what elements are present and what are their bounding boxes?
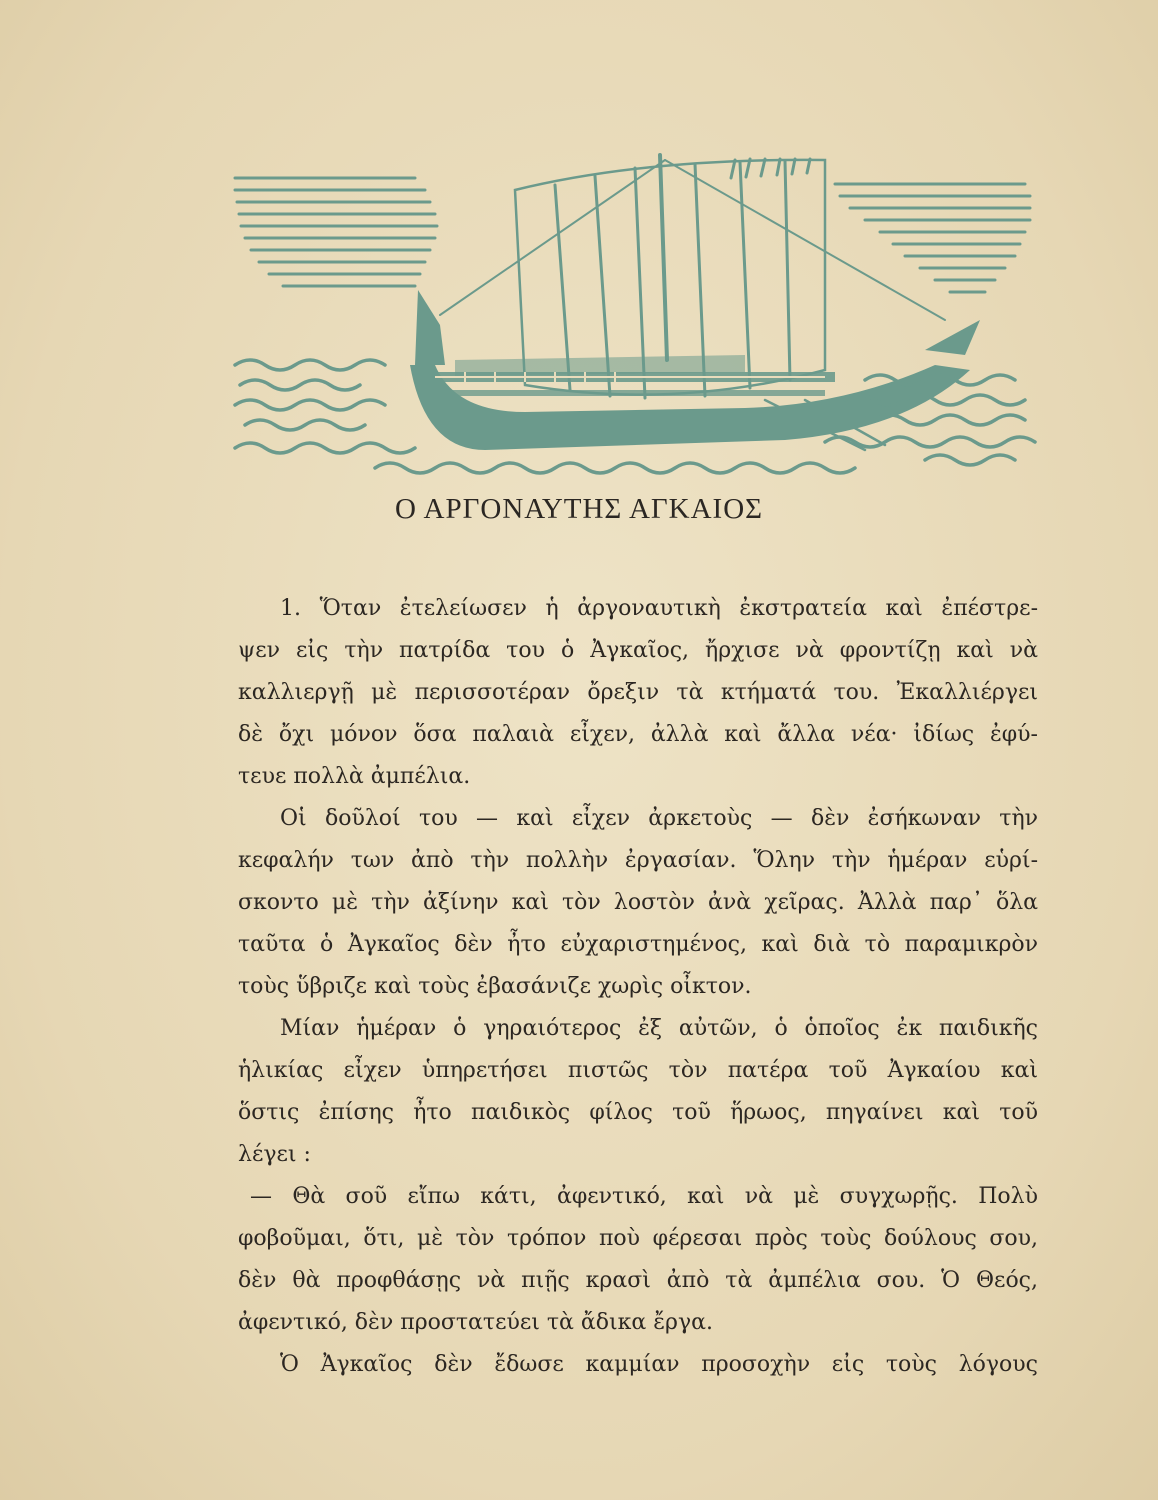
text-line: τοὺς ὕβριζε καὶ τοὺς ἐβασάνιζε χωρὶς οἶκτον.: [238, 974, 752, 999]
paragraph-3: [238, 1008, 1038, 1176]
text-line: τευε πολλὰ ἀμπέλια.: [238, 764, 471, 789]
sky-hatching-right: [835, 184, 1030, 292]
text-line: ταῦτα ὁ Ἀγκαῖος δὲν ἦτο εὐχαριστημένος, καὶ διὰ τὸ παραμικρὸν: [238, 932, 1038, 957]
text-line: σκοντο μὲ τὴν ἀξίνην καὶ τὸν λοστὸν ἀνὰ χεῖρας. Ἀλλὰ παρ᾽ ὅλα: [238, 890, 1038, 915]
paragraph-4: [238, 1176, 1038, 1344]
body-text: [238, 588, 1038, 1386]
text-line: ἡλικίας εἶχεν ὑπηρετήσει πιστῶς τὸν πατέρα τοῦ Ἀγκαίου καὶ: [238, 1058, 1038, 1083]
ship-bow: [415, 290, 445, 365]
text-line: Ὁ Ἀγκαῖος δὲν ἔδωσε καμμίαν προσοχὴν εἰς τοὺς λόγους: [280, 1352, 1038, 1377]
ship-stern: [925, 320, 980, 355]
text-line: φοβοῦμαι, ὅτι, μὲ τὸν τρόπον ποὺ φέρεσαι πρὸς τοὺς δούλους σου,: [238, 1226, 1038, 1251]
text-line: καλλιεργῇ μὲ περισσοτέραν ὄρεξιν τὰ κτήματά του. Ἐκαλλιέργει: [238, 680, 1038, 705]
text-line: 1. Ὅταν ἐτελείωσεν ἡ ἀργοναυτικὴ ἐκστρατεία καὶ ἐπέστρε-: [280, 596, 1038, 621]
chapter-title: Ο ΑΡΓΟΝΑΥΤΗΣ ΑΓΚΑΙΟΣ: [394, 493, 764, 525]
paragraph-2: [238, 798, 1038, 1008]
text-line: κεφαλήν των ἀπὸ τὴν πολλὴν ἐργασίαν. Ὅλην τὴν ἡμέραν εὑρί-: [238, 848, 1038, 873]
ship-woodcut-icon: [225, 150, 1040, 480]
paragraph-1: [238, 588, 1038, 798]
text-line: — Θὰ σοῦ εἴπω κάτι, ἀφεντικό, καὶ νὰ μὲ συγχωρῇς. Πολὺ: [250, 1184, 1038, 1209]
text-line: ψεν εἰς τὴν πατρίδα του ὁ Ἀγκαῖος, ἤρχισε νὰ φροντίζῃ καὶ νὰ: [238, 638, 1038, 663]
text-line: δὲν θὰ προφθάσῃς νὰ πιῇς κρασὶ ἀπὸ τὰ ἀμπέλια σου. Ὁ Θεός,: [238, 1268, 1038, 1293]
text-line: Μίαν ἡμέραν ὁ γηραιότερος ἐξ αὐτῶν, ὁ ὁποῖος ἐκ παιδικῆς: [280, 1016, 1038, 1041]
text-line: Οἱ δοῦλοί του — καὶ εἶχεν ἀρκετοὺς — δὲν ἐσήκωναν τὴν: [280, 806, 1038, 831]
text-line: ὅστις ἐπίσης ἦτο παιδικὸς φίλος τοῦ ἥρωος, πηγαίνει καὶ τοῦ: [238, 1100, 1038, 1125]
sky-hatching-left: [235, 178, 437, 286]
text-line: ἀφεντικό, δὲν προστατεύει τὰ ἄδικα ἔργα.: [238, 1310, 713, 1335]
text-line: λέγει :: [238, 1142, 311, 1167]
paragraph-5: [238, 1344, 1038, 1386]
text-line: δὲ ὄχι μόνον ὅσα παλαιὰ εἶχεν, ἀλλὰ καὶ ἄλλα νέα· ἰδίως ἐφύ-: [238, 722, 1038, 747]
